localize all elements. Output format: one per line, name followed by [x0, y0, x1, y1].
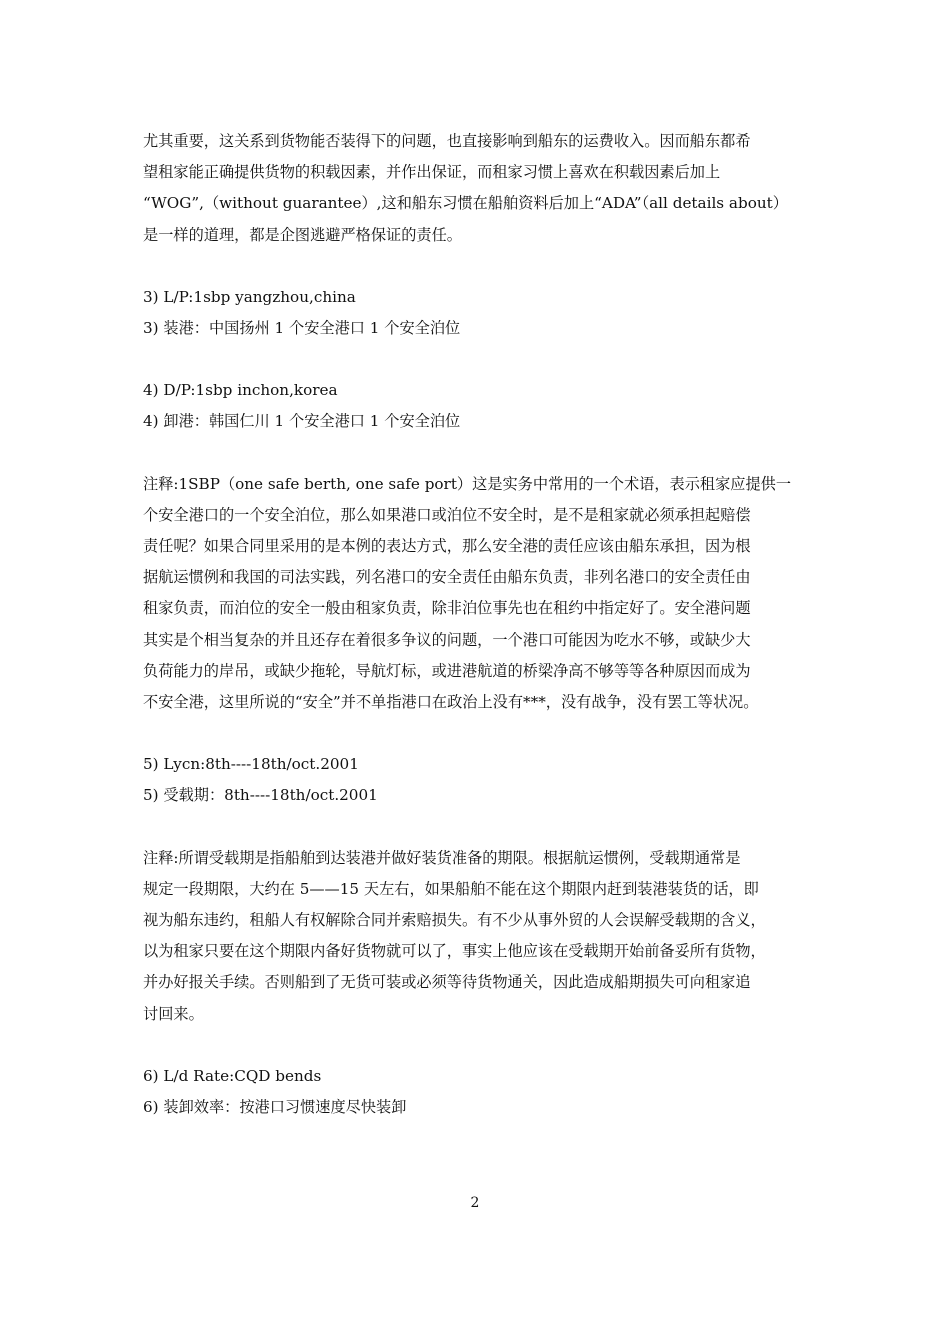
text-line: 视为船东违约，租船人有权解除合同并索赔损失。有不少从事外贸的人会误解受载期的含义，	[143, 911, 766, 930]
text-line: 不安全港，这里所说的“安全”并不单指港口在政治上没有***，没有战争，没有罢工等状况。	[143, 693, 759, 712]
paragraph-discharge-port	[143, 375, 813, 437]
text-line: 注释:1SBP（one safe berth, one safe port）这是实务中常用的一个术语，表示租家应提供一	[143, 474, 792, 493]
text-line: 负荷能力的岸吊，或缺少拖轮，导航灯标，或进港航道的桥梁净高不够等等各种原因而成为	[143, 661, 751, 680]
paragraph-laycan-note	[143, 843, 813, 1030]
text-line: 3) 装港：中国扬州 1 个安全港口 1 个安全泊位	[143, 319, 461, 338]
text-line: 4) D/P:1sbp inchon,korea	[143, 381, 338, 400]
text-line: 5) Lycn:8th----18th/oct.2001	[143, 755, 359, 774]
text-line: 注释:所谓受载期是指船舶到达装港并做好装货准备的期限。根据航运惯例，受载期通常是	[143, 848, 741, 867]
paragraph-stowage-factor	[143, 126, 813, 251]
paragraph-loading-rate	[143, 1061, 813, 1123]
text-line: 6) 装卸效率：按港口习惯速度尽快装卸	[143, 1098, 407, 1117]
text-line: 讨回来。	[143, 1004, 204, 1023]
document-body	[143, 126, 813, 1123]
text-line: 6) L/d Rate:CQD bends	[143, 1066, 322, 1085]
paragraph-loading-port	[143, 282, 813, 344]
text-line: 规定一段期限，大约在 5——15 天左右，如果船舶不能在这个期限内赶到装港装货的话，即	[143, 879, 759, 898]
text-line: 以为租家只要在这个期限内备好货物就可以了，事实上他应该在受载期开始前备妥所有货物，	[143, 942, 766, 961]
text-line: “WOG”,（without guarantee）,这和船东习惯在船舶资料后加上“ADA”（all details about）	[143, 194, 788, 213]
text-line: 据航运惯例和我国的司法实践，列名港口的安全责任由船东负责，非列名港口的安全责任由	[143, 568, 751, 587]
text-line: 3) L/P:1sbp yangzhou,china	[143, 287, 356, 306]
text-line: 租家负责，而泊位的安全一般由租家负责，除非泊位事先也在租约中指定好了。安全港问题	[143, 599, 751, 618]
text-line: 望租家能正确提供货物的积载因素，并作出保证，而租家习惯上喜欢在积载因素后加上	[143, 163, 721, 182]
page-number: 2	[470, 1195, 480, 1211]
paragraph-laycan	[143, 749, 813, 811]
text-line: 尤其重要，这关系到货物能否装得下的问题，也直接影响到船东的运费收入。因而船东都希	[143, 132, 751, 150]
text-line: 4) 卸港：韩国仁川 1 个安全港口 1 个安全泊位	[143, 412, 461, 431]
text-line: 是一样的道理，都是企图逃避严格保证的责任。	[143, 225, 462, 244]
text-line: 并办好报关手续。否则船到了无货可装或必须等待货物通关，因此造成船期损失可向租家追	[143, 973, 751, 992]
text-line: 5) 受载期：8th----18th/oct.2001	[143, 786, 378, 805]
paragraph-safe-berth-note	[143, 469, 813, 719]
text-line: 责任呢？如果合同里采用的是本例的表达方式，那么安全港的责任应该由船东承担，因为根	[143, 537, 751, 556]
text-line: 其实是个相当复杂的并且还存在着很多争议的问题，一个港口可能因为吃水不够，或缺少大	[143, 630, 751, 649]
text-line: 个安全港口的一个安全泊位，那么如果港口或泊位不安全时，是不是租家就必须承担起赔偿	[143, 505, 751, 524]
